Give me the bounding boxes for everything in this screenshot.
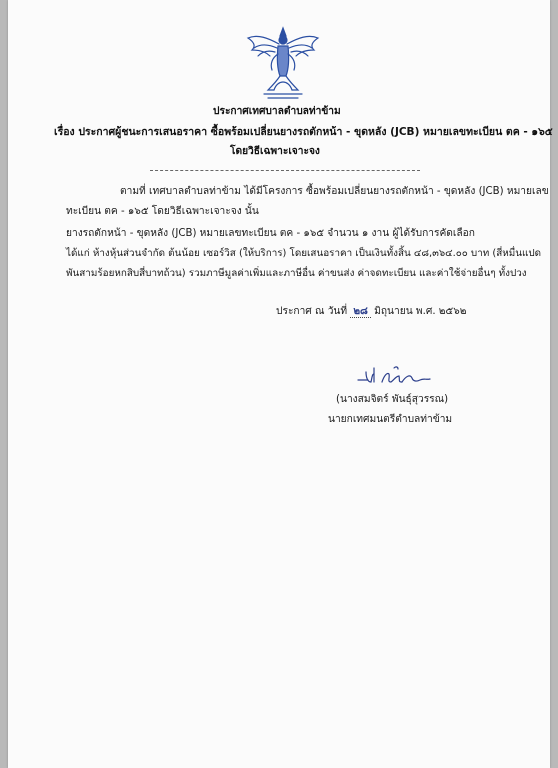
paragraph-1-line-1: ตามที่ เทศบาลตำบลท่าข้าม ได้มีโครงการ ซื้อพร้อมเปลี่ยนยางรถตักหน้า - ขุดหลัง (JCB) หมายเลข [120,186,549,197]
signer-name: (นางสมจิตร์ พันธุ์สุวรรณ) [336,394,449,405]
organization-heading: ประกาศเทศบาลตำบลท่าข้าม [213,106,341,117]
paragraph-1-line-2: ทะเบียน ตค - ๑๖๕ โดยวิธีเฉพาะเจาะจง นั้น [66,206,259,217]
announcement-date [276,306,466,318]
signer-position: นายกเทศมนตรีตำบลท่าข้าม [328,414,453,425]
paragraph-2-line-3: พันสามร้อยหกสิบสี่บาทถ้วน) รวมภาษีมูลค่าเพิ่มและภาษีอื่น ค่าขนส่ง ค่าจดทะเบียน และค่าใช้จ่ายอื่นๆ ทั้งปวง [66,268,527,279]
announcement-prefix: ประกาศ ณ วันที่ [276,306,348,317]
header-divider [150,170,420,171]
handwritten-day: ๒๘ [350,306,371,318]
paragraph-2-line-2: ได้แก่ ห้างหุ้นส่วนจำกัด ต้นน้อย เซอร์วิส (ให้บริการ) โดยเสนอราคา เป็นเงินทั้งสิ้น ๔๘,๓๖๔.๐๐ บาท (สี่หมื่นแปด [66,248,542,259]
announcement-month-year: มิถุนายน พ.ศ. ๒๕๖๒ [374,306,467,317]
subject-line: เรื่อง ประกาศผู้ชนะการเสนอราคา ซื้อพร้อมเปลี่ยนยางรถตักหน้า - ขุดหลัง (JCB) หมายเลขทะเบียน ตค - ๑๖๕ [54,126,553,138]
handwritten-signature [354,362,434,390]
garuda-emblem-icon [244,24,322,104]
document-sheet [8,0,553,768]
paragraph-2-line-1: ยางรถตักหน้า - ขุดหลัง (JCB) หมายเลขทะเบียน ตค - ๑๖๕ จำนวน ๑ งาน ผู้ได้รับการคัดเลือก [66,228,475,239]
method-line: โดยวิธีเฉพาะเจาะจง [230,146,320,157]
